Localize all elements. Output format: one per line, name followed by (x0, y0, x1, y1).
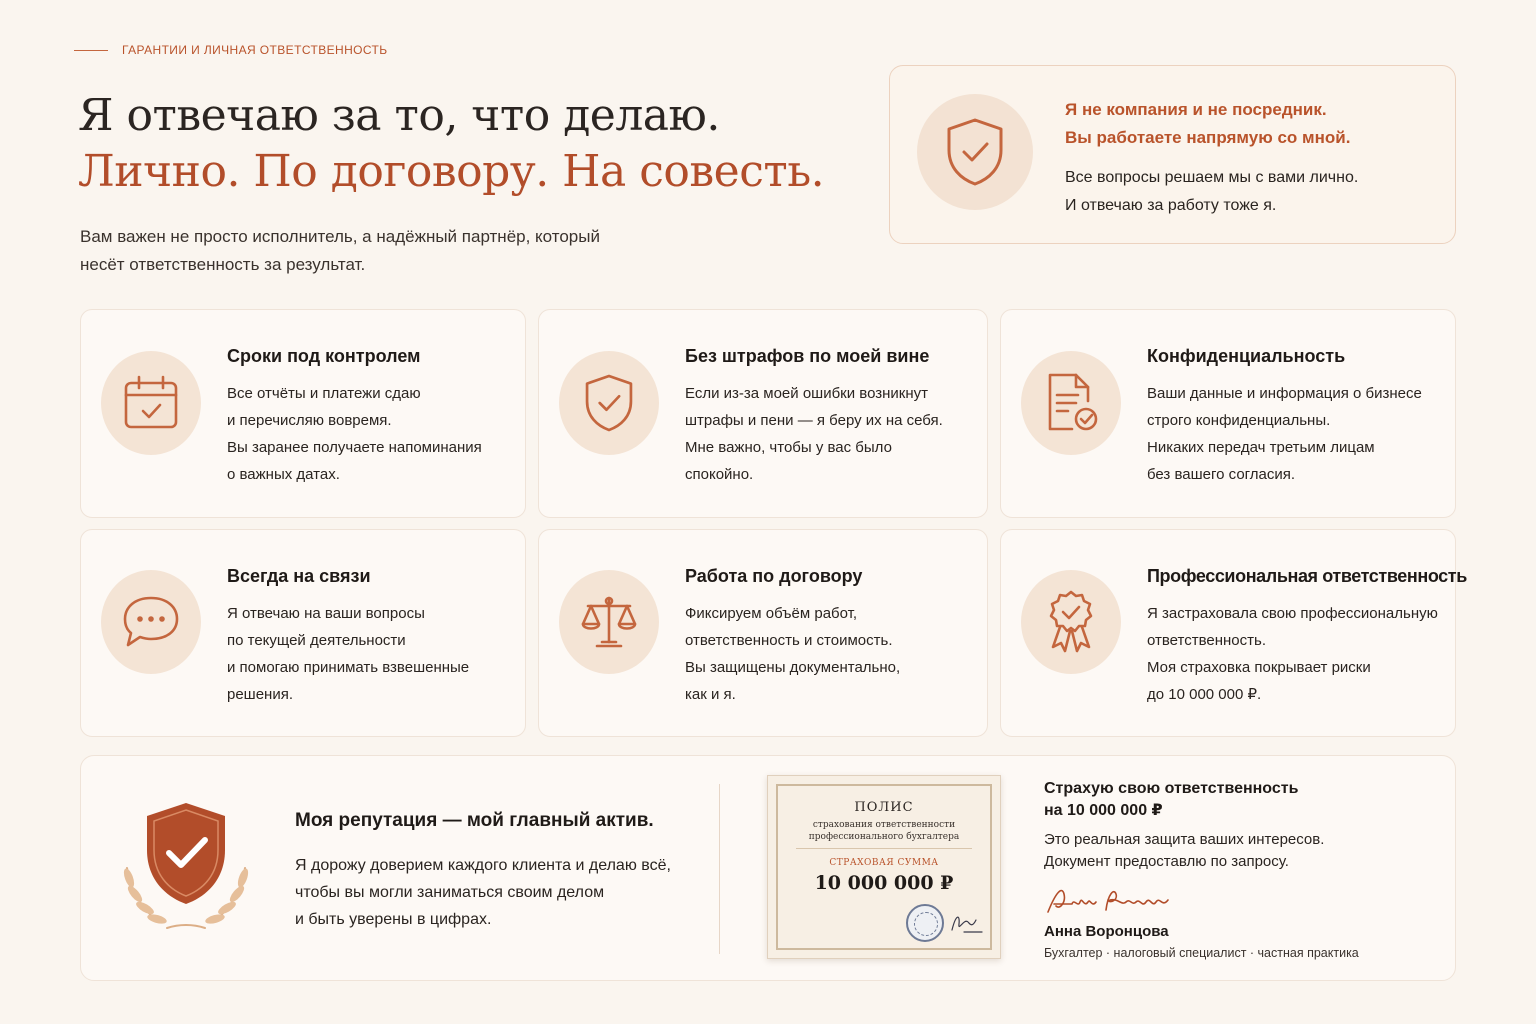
card-text-line: Никаких передач третьим лицам (1147, 439, 1375, 456)
feature-card-deadlines (80, 309, 526, 518)
card-text-line: решения. (227, 686, 294, 703)
eyebrow-text: ГАРАНТИИ И ЛИЧНАЯ ОТВЕТСТВЕННОСТЬ (122, 43, 388, 57)
shield-laurel-icon (119, 798, 253, 934)
scales-icon (578, 592, 640, 652)
policy-sum-amount: 10 000 000 ₽ (814, 872, 954, 894)
insurance-text-line-2: Документ предоставлю по запросу. (1044, 853, 1289, 870)
card-text-line: о важных датах. (227, 466, 340, 483)
policy-rule (796, 848, 972, 849)
card-title: Всегда на связи (227, 566, 371, 586)
card-text-line: строго конфиденциальны. (1147, 412, 1331, 429)
card-title: Работа по договору (685, 566, 863, 586)
insurance-title-line-1: Страхую свою ответственность (1044, 780, 1299, 797)
card-text-line: и помогаю принимать взвешенные (227, 659, 470, 676)
emblem (119, 798, 253, 939)
policy-signature-scribble (950, 910, 984, 936)
reputation-title: Моя репутация — мой главный актив. (295, 810, 654, 831)
card-text-line: и перечисляю вовремя. (227, 412, 392, 429)
policy-sum-label: СТРАХОВАЯ СУММА (829, 858, 939, 868)
handwritten-signature (1044, 884, 1184, 918)
card-text (685, 600, 985, 708)
card-text-line: Вы заранее получаете напоминания (227, 439, 482, 456)
callout-body (1065, 164, 1435, 220)
card-text-line: Если из-за моей ошибки возникнут (685, 385, 929, 402)
card-text (685, 380, 985, 488)
policy-seal-stamp (906, 904, 944, 942)
policy-subtitle-line-2: профессионального бухгалтера (808, 832, 960, 842)
card-text-line: ответственность. (1147, 632, 1267, 649)
card-icon-circle (559, 570, 659, 674)
award-badge-icon (1043, 589, 1099, 655)
card-text-line: без вашего согласия. (1147, 466, 1296, 483)
card-icon-circle (1021, 570, 1121, 674)
vertical-divider (719, 784, 720, 954)
document-check-icon (1042, 371, 1100, 435)
insurance-policy-document (767, 775, 1001, 959)
reputation-text-line: и быть уверены в цифрах. (295, 911, 492, 928)
chat-bubble-icon (120, 593, 182, 651)
section-eyebrow (74, 43, 388, 57)
card-text-line: штрафы и пени — я беру их на себя. (685, 412, 943, 429)
feature-card-no-fines (538, 309, 988, 518)
reputation-text-line: Я дорожу доверием каждого клиента и делаю всё, (295, 857, 671, 874)
card-title: Конфиденциальность (1147, 346, 1346, 366)
direct-work-callout (889, 65, 1456, 244)
card-text-line: спокойно. (685, 466, 754, 483)
feature-card-contract (538, 529, 988, 737)
feature-card-confidentiality (1000, 309, 1456, 518)
card-text-line: Я отвечаю на ваши вопросы (227, 605, 425, 622)
policy-subtitle-line-1: страхования ответственности (812, 820, 956, 830)
policy-frame (776, 784, 992, 950)
card-title: Без штрафов по моей вине (685, 346, 930, 366)
callout-accent-line-1: Я не компания и не посредник. (1065, 100, 1327, 119)
card-text-line: Моя страховка покрывает риски (1147, 659, 1371, 676)
card-text-line: Вы защищены документально, (685, 659, 901, 676)
reputation-text (295, 852, 715, 933)
reputation-insurance-panel (80, 755, 1456, 981)
card-title: Сроки под контролем (227, 346, 421, 366)
callout-icon-circle (917, 94, 1033, 210)
feature-card-always-in-touch (80, 529, 526, 737)
card-text (227, 380, 527, 488)
eyebrow-line (74, 50, 108, 51)
card-text-line: Ваши данные и информация о бизнесе (1147, 385, 1422, 402)
card-title: Профессиональная ответственность (1147, 566, 1467, 586)
callout-accent (1065, 96, 1435, 152)
card-text-line: Я застраховала свою профессиональную (1147, 605, 1438, 622)
shield-check-icon (943, 116, 1007, 188)
card-icon-circle (101, 351, 201, 455)
shield-check-icon (582, 372, 636, 434)
card-text-line: Фиксируем объём работ, (685, 605, 858, 622)
policy-subtitle (778, 819, 990, 843)
card-text-line: ответственность и стоимость. (685, 632, 893, 649)
card-text (1147, 600, 1447, 708)
callout-accent-line-2: Вы работаете напрямую со мной. (1065, 128, 1351, 147)
insurance-text (1044, 829, 1324, 873)
card-icon-circle (101, 570, 201, 674)
insurance-title-line-2: на 10 000 000 ₽ (1044, 802, 1163, 819)
card-text (1147, 380, 1447, 488)
feature-card-professional-liability (1000, 529, 1467, 737)
card-text (227, 600, 527, 708)
card-icon-circle (1021, 351, 1121, 455)
person-name: Анна Воронцова (1044, 923, 1169, 940)
person-role: Бухгалтер · налоговый специалист · частная практика (1044, 946, 1359, 960)
callout-body-line-2: И отвечаю за работу тоже я. (1065, 197, 1277, 214)
card-text-line: по текущей деятельности (227, 632, 406, 649)
card-text-line: Мне важно, чтобы у вас было (685, 439, 892, 456)
reputation-text-line: чтобы вы могли заниматься своим делом (295, 884, 605, 901)
callout-body-line-1: Все вопросы решаем мы с вами лично. (1065, 169, 1359, 186)
headline-line-2: Лично. По договору. На совесть. (78, 146, 825, 197)
card-icon-circle (559, 351, 659, 455)
insurance-title (1044, 778, 1298, 822)
insurance-text-line-1: Это реальная защита ваших интересов. (1044, 831, 1325, 848)
calendar-check-icon (121, 373, 181, 433)
card-text-line: как и я. (685, 686, 736, 703)
card-text-line: до 10 000 000 ₽. (1147, 686, 1262, 703)
headline-line-1: Я отвечаю за то, что делаю. (78, 90, 720, 141)
policy-title: ПОЛИС (854, 800, 914, 815)
card-text-line: Все отчёты и платежи сдаю (227, 385, 421, 402)
page-headline (78, 88, 824, 200)
intro-text: Вам важен не просто исполнитель, а надёжный партнёр, который несёт ответственность за результат. (80, 227, 600, 274)
